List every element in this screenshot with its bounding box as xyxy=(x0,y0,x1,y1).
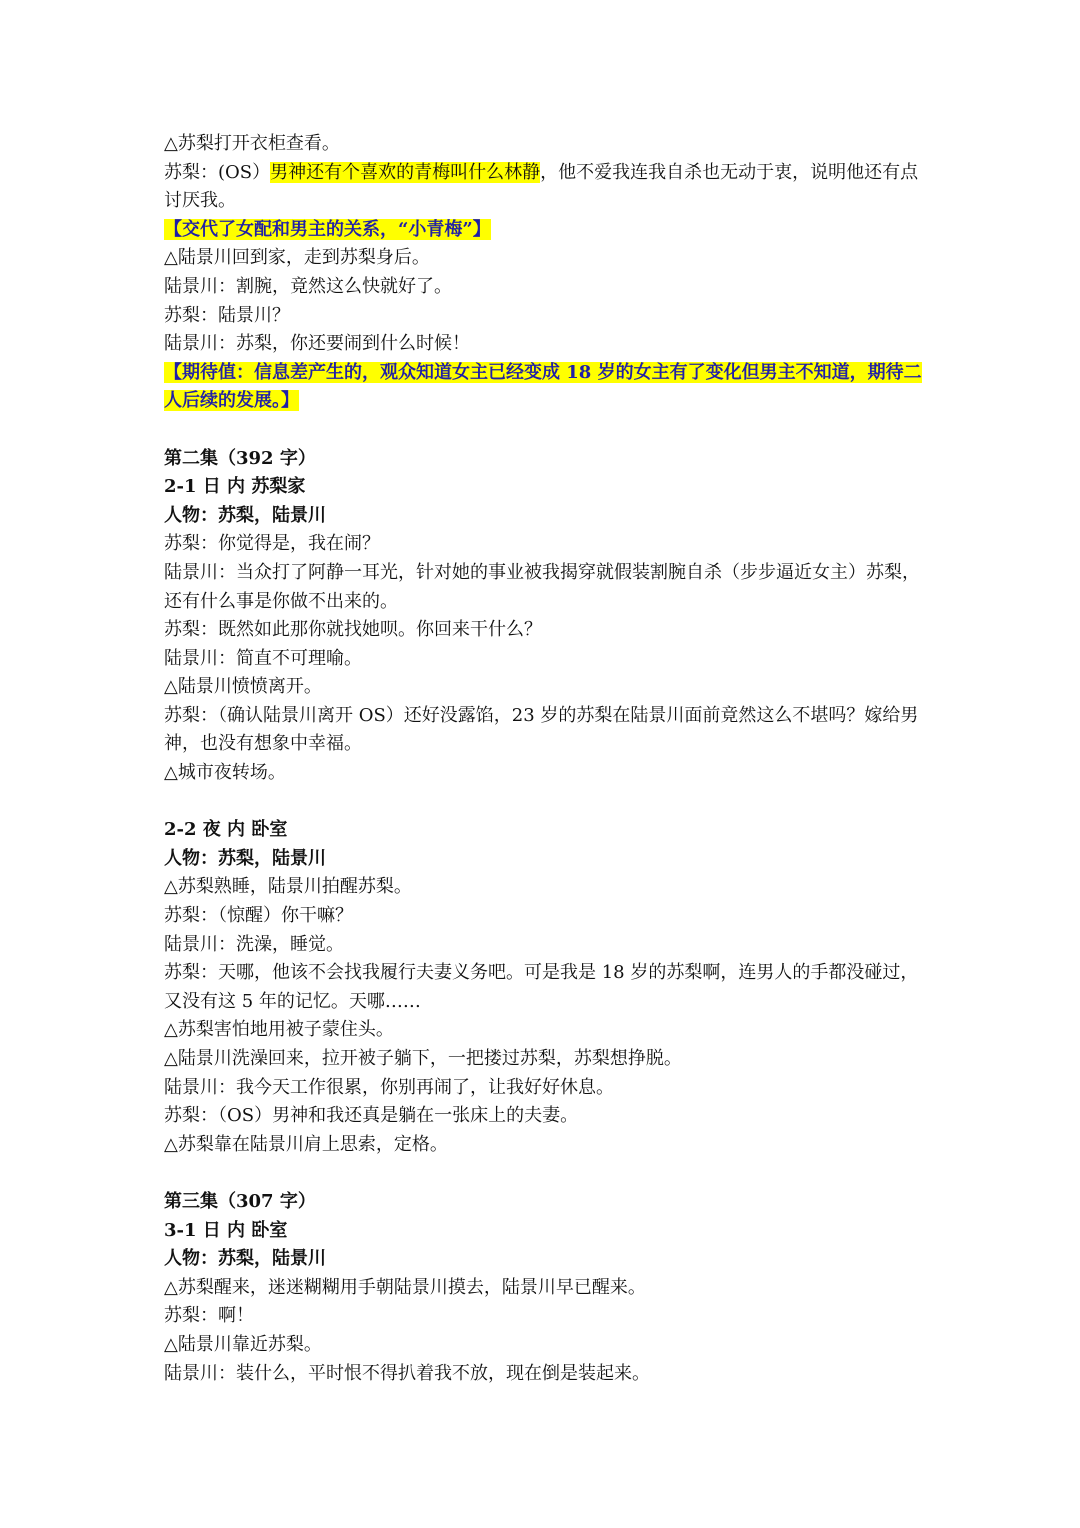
script-line: 陆景川：装什么，平时恨不得扒着我不放，现在倒是装起来。 xyxy=(164,1362,650,1384)
script-line: 苏梨：既然如此那你就找她呗。你回来干什么？ xyxy=(164,619,542,641)
script-line: 苏梨：（确认陆景川离开 OS）还好没露馅，23 岁的苏梨在陆景川面前竟然这么不堪吗？嫁给男神，也没有想象中幸福。 xyxy=(164,704,919,755)
script-line: △陆景川靠近苏梨。 xyxy=(164,1333,322,1355)
annotation-text: 【交代了女配和男主的关系，“小青梅”】 xyxy=(164,218,491,240)
script-line: 苏梨：你觉得是，我在闹？ xyxy=(164,533,380,555)
script-line: 苏梨：天哪，他该不会找我履行夫妻义务吧。可是我是 18 岁的苏梨啊，连男人的手都没碰过，又没有这 5 年的记忆。天哪…… xyxy=(164,962,919,1012)
dialogue-line: 陆景川：苏梨，你还要闹到什么时候！ xyxy=(164,333,470,355)
dialogue-suffix: ，他不爱我连我自杀也无动于衷，说明他还有点讨厌我。 xyxy=(164,161,919,212)
spacer xyxy=(164,1159,924,1188)
script-line: △陆景川愤愤离开。 xyxy=(164,676,322,698)
dialogue-line: 陆景川：割腕，竟然这么快就好了。 xyxy=(164,275,452,297)
episode-title: 第二集（392 字） xyxy=(164,447,316,469)
action-line: △苏梨打开衣柜查看。 xyxy=(164,133,340,154)
script-line: 陆景川：洗澡，睡觉。 xyxy=(164,933,344,955)
episode-title: 第三集（307 字） xyxy=(164,1190,316,1212)
dialogue-line: 苏梨：陆景川？ xyxy=(164,304,290,326)
annotation-note xyxy=(164,359,924,416)
dialogue-prefix: 苏梨：(OS） xyxy=(164,161,271,183)
annotation-note xyxy=(164,216,924,245)
scene-characters: 人物：苏梨，陆景川 xyxy=(164,504,326,526)
script-line: △陆景川洗澡回来，拉开被子躺下，一把搂过苏梨，苏梨想挣脱。 xyxy=(164,1048,682,1069)
scene-characters: 人物：苏梨，陆景川 xyxy=(164,847,326,869)
scene-heading: 2-2 夜 内 卧室 xyxy=(164,819,288,841)
annotation-text: 【期待值：信息差产生的，观众知道女主已经变成 18 岁的女主有了变化但男主不知道，期待二人后续的发展。】 xyxy=(164,361,922,412)
script-line: △苏梨害怕地用被子蒙住头。 xyxy=(164,1019,394,1041)
script-line: △城市夜转场。 xyxy=(164,762,286,784)
script-page xyxy=(164,130,924,1388)
script-line: 苏梨：（OS）男神和我还真是躺在一张床上的夫妻。 xyxy=(164,1105,579,1127)
script-line: 苏梨：啊！ xyxy=(164,1305,254,1327)
script-line: 陆景川：当众打了阿静一耳光，针对她的事业被我揭穿就假装割腕自杀（步步逼近女主）苏梨，还有什么事是你做不出来的。 xyxy=(164,561,920,612)
script-line: 苏梨：（惊醒）你干嘛？ xyxy=(164,905,353,927)
spacer xyxy=(164,788,924,817)
highlighted-text: 男神还有个喜欢的青梅叫什么林静 xyxy=(270,161,541,183)
scene-heading: 2-1 日 内 苏梨家 xyxy=(164,476,306,498)
script-line: 陆景川：我今天工作很累，你别再闹了，让我好好休息。 xyxy=(164,1076,614,1098)
script-line: 陆景川：简直不可理喻。 xyxy=(164,647,362,669)
script-line: △苏梨醒来，迷迷糊糊用手朝陆景川摸去，陆景川早已醒来。 xyxy=(164,1276,646,1298)
scene-heading: 3-1 日 内 卧室 xyxy=(164,1219,288,1241)
action-line: △陆景川回到家，走到苏梨身后。 xyxy=(164,247,430,269)
spacer xyxy=(164,416,924,445)
dialogue-line xyxy=(164,159,924,216)
scene-characters: 人物：苏梨，陆景川 xyxy=(164,1248,326,1270)
script-line: △苏梨靠在陆景川肩上思索，定格。 xyxy=(164,1133,448,1155)
script-line: △苏梨熟睡，陆景川拍醒苏梨。 xyxy=(164,876,412,898)
